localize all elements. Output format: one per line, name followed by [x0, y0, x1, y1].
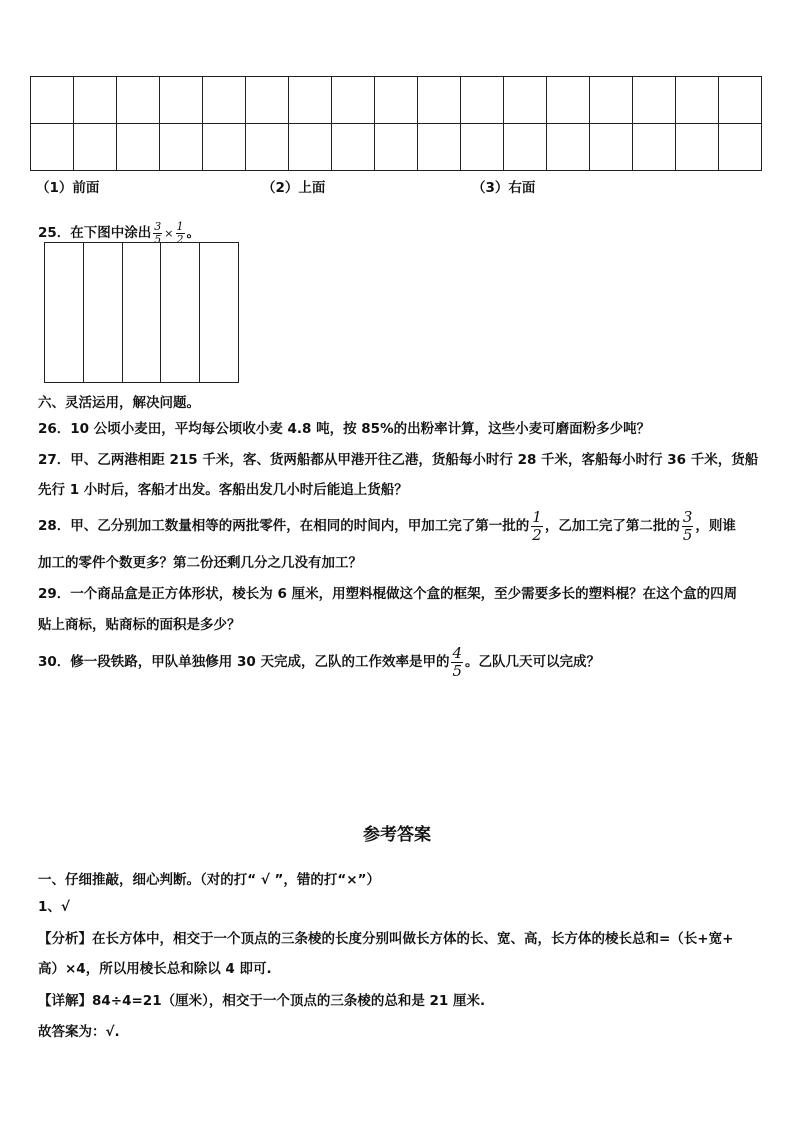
detail-line: 【详解】84÷4=21（厘米），相交于一个顶点的三条棱的总和是 21 厘米.	[38, 993, 486, 1009]
times-sign: ×	[164, 227, 174, 240]
analysis-line2: 高）×4，所以用棱长总和除以 4 即可.	[38, 961, 272, 977]
answers-title: 参考答案	[363, 825, 431, 845]
rect-part	[123, 243, 162, 382]
grid-label-front: （1）前面	[36, 180, 100, 196]
rect-part	[45, 243, 84, 382]
analysis-line1: 【分析】在长方体中，相交于一个顶点的三条棱的长度分别叫做长方体的长、宽、高，长方体的棱长总和=（长+宽+	[38, 931, 734, 947]
fraction: $\frac{3}{5}$	[682, 507, 693, 544]
question-28-line2: 加工的零件个数更多？第二份还剩几分之几没有加工？	[38, 555, 362, 571]
rect-part	[161, 243, 200, 382]
question-30: 30．修一段铁路，甲队单独修用 30 天完成，乙队的工作效率是甲的 $\frac{4}{5}$ 。乙队几天可以完成？	[38, 643, 601, 680]
rect-part	[84, 243, 123, 382]
shading-rectangle	[44, 242, 239, 383]
section-6-heading: 六、灵活运用，解决问题。	[38, 395, 200, 411]
grid-label-right: （3）右面	[472, 180, 536, 196]
question-27-line2: 先行 1 小时后，客船才出发。客船出发几小时后能追上货船？	[38, 482, 408, 498]
fraction: $\frac{1}{2}$	[176, 219, 184, 246]
question-29-line2: 贴上商标，贴商标的面积是多少？	[38, 617, 241, 633]
question-28-line1: 28．甲、乙分别加工数量相等的两批零件，在相同的时间内，甲加工完了第一批的 $\frac{1}{2}$ ，乙加工完了第二批的 $\frac{3}{5}$ ，则谁	[38, 507, 736, 544]
final-answer: 故答案为：√.	[38, 1024, 120, 1040]
question-25: 25．在下图中涂出 $\frac{3}{5}$ × $\frac{1}{2}$ 。	[38, 219, 201, 246]
q25-text: 25．在下图中涂出	[38, 225, 152, 241]
fraction: $\frac{3}{5}$	[154, 219, 162, 246]
answer-1: 1、√	[38, 899, 70, 915]
question-26: 26．10 公顷小麦田，平均每公顷收小麦 4.8 吨，按 85%的出粉率计算，这些小麦可磨面粉多少吨？	[38, 421, 651, 437]
fraction: $\frac{1}{2}$	[532, 507, 542, 544]
grid-label-top: （2）上面	[262, 180, 326, 196]
drawing-grid	[30, 76, 762, 171]
question-29-line1: 29．一个商品盒是正方体形状，棱长为 6 厘米，用塑料棍做这个盒的框架，至少需要多长的塑料棍？在这个盒的四周	[38, 586, 738, 602]
answers-section-1: 一、仔细推敲，细心判断。（对的打“ √ ”，错的打“×”）	[38, 872, 380, 888]
fraction: $\frac{4}{5}$	[452, 643, 463, 680]
question-27-line1: 27．甲、乙两港相距 215 千米，客、货两船都从甲港开往乙港，货船每小时行 28 千米，客船每小时行 36 千米，货船	[38, 452, 759, 468]
rect-part	[200, 243, 238, 382]
